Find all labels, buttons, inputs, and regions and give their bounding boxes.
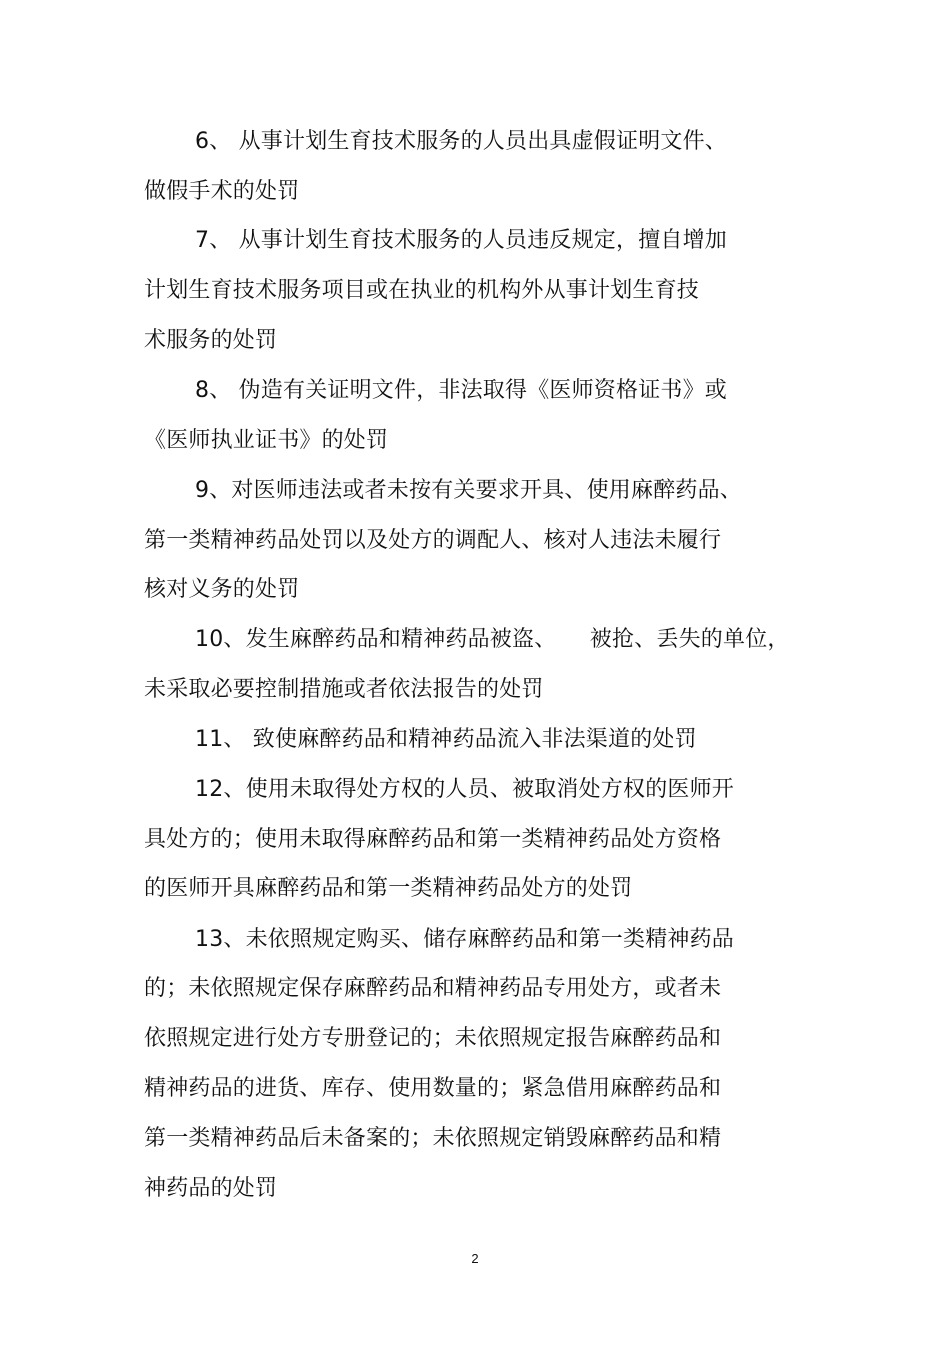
item-12-line-3: 的医师开具麻醉药品和第一类精神药品处方的处罚 [144, 876, 633, 901]
item-12-line-1: 12、使用未取得处方权的人员、被取消处方权的医师开 [195, 777, 734, 802]
item-8-line-1: 8、 伪造有关证明文件，非法取得《医师资格证书》或 [195, 378, 727, 403]
item-9-line-3: 核对义务的处罚 [144, 577, 300, 602]
item-7-line-1: 7、 从事计划生育技术服务的人员违反规定，擅自增加 [195, 228, 727, 253]
item-9-line-1: 9、对医师违法或者未按有关要求开具、使用麻醉药品、 [195, 478, 742, 503]
item-7-line-2: 计划生育技术服务项目或在执业的机构外从事计划生育技 [144, 278, 700, 303]
item-10-line-1: 10、发生麻醉药品和精神药品被盗、 被抢、丢失的单位， [195, 627, 790, 652]
item-13-line-4: 精神药品的进货、库存、使用数量的；紧急借用麻醉药品和 [144, 1076, 722, 1101]
item-13-line-1: 13、未依照规定购买、储存麻醉药品和第一类精神药品 [195, 927, 734, 952]
item-13-line-5: 第一类精神药品后未备案的；未依照规定销毁麻醉药品和精 [144, 1126, 722, 1151]
item-7-line-3: 术服务的处罚 [144, 328, 278, 353]
item-8-line-2: 《医师执业证书》的处罚 [144, 428, 389, 453]
item-13-line-2: 的；未依照规定保存麻醉药品和精神药品专用处方，或者未 [144, 976, 722, 1001]
item-6-line-1: 6、 从事计划生育技术服务的人员出具虚假证明文件、 [195, 129, 727, 154]
item-9-line-2: 第一类精神药品处罚以及处方的调配人、核对人违法未履行 [144, 528, 722, 553]
item-13-line-6: 神药品的处罚 [144, 1176, 278, 1201]
item-10-line-2: 未采取必要控制措施或者依法报告的处罚 [144, 677, 544, 702]
page-number: 2 [471, 1251, 479, 1266]
item-13-line-3: 依照规定进行处方专册登记的；未依照规定报告麻醉药品和 [144, 1026, 722, 1051]
item-6-line-2: 做假手术的处罚 [144, 179, 300, 204]
item-12-line-2: 具处方的；使用未取得麻醉药品和第一类精神药品处方资格 [144, 827, 722, 852]
item-11-line-1: 11、 致使麻醉药品和精神药品流入非法渠道的处罚 [195, 727, 697, 752]
